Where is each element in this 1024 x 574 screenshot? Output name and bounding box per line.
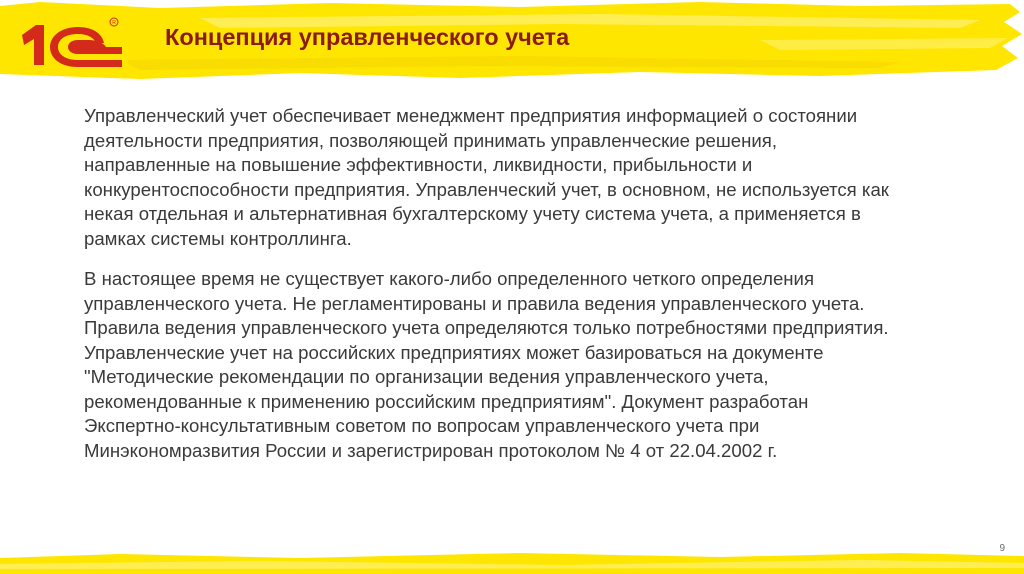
paragraph-2-line: "Методические рекомендации по организации ведения управленческого учета, — [84, 366, 769, 387]
paragraph-2 — [40, 267, 984, 463]
paragraph-1-line: направленные на повышение эффективности, ликвидности, прибыльности и — [84, 154, 753, 175]
footer-brush-stroke — [0, 548, 1024, 574]
paragraph-1-line: деятельности предприятия, позволяющей принимать управленческие решения, — [84, 129, 778, 151]
paragraph-2-line: управленческого учета. Не регламентированы и правила ведения управленческого учета. — [84, 292, 865, 314]
paragraph-2-line: Правила ведения управленческого учета определяются только потребностями предприятия. — [84, 317, 889, 338]
paragraph-1-line: конкурентоспособности предприятия. Управленческий учет, в основном, не используется как — [84, 178, 889, 200]
paragraph-1-line: рамках системы контроллинга. — [84, 227, 352, 249]
svg-text:R: R — [112, 20, 116, 26]
paragraph-2-line: рекомендованные к применению российским предприятиям". Документ разработан — [84, 390, 809, 412]
paragraph-2-line: В настоящее время не существует какого-либо определенного четкого определения — [84, 268, 815, 289]
paragraph-1-line: Управленческий учет обеспечивает менеджмент предприятия информацией о состоянии — [84, 105, 858, 126]
slide-title: Концепция управленческого учета — [165, 24, 570, 50]
paragraph-2-line: Экспертно-консультативным советом по вопросам управленческого учета при — [84, 415, 760, 436]
page-number: 9 — [999, 543, 1005, 554]
paragraph-2-line: Минэкономразвития России и зарегистрирован протоколом № 4 от 22.04.2002 г. — [84, 439, 778, 461]
slide-body — [40, 104, 984, 479]
1c-logo — [10, 13, 128, 71]
paragraph-1 — [40, 104, 984, 251]
paragraph-1-line: некая отдельная и альтернативная бухгалтерскому учету система учета, а применяется в — [84, 203, 861, 224]
paragraph-2-line: Управленческие учет на российских предприятиях может базироваться на документе — [84, 341, 824, 363]
